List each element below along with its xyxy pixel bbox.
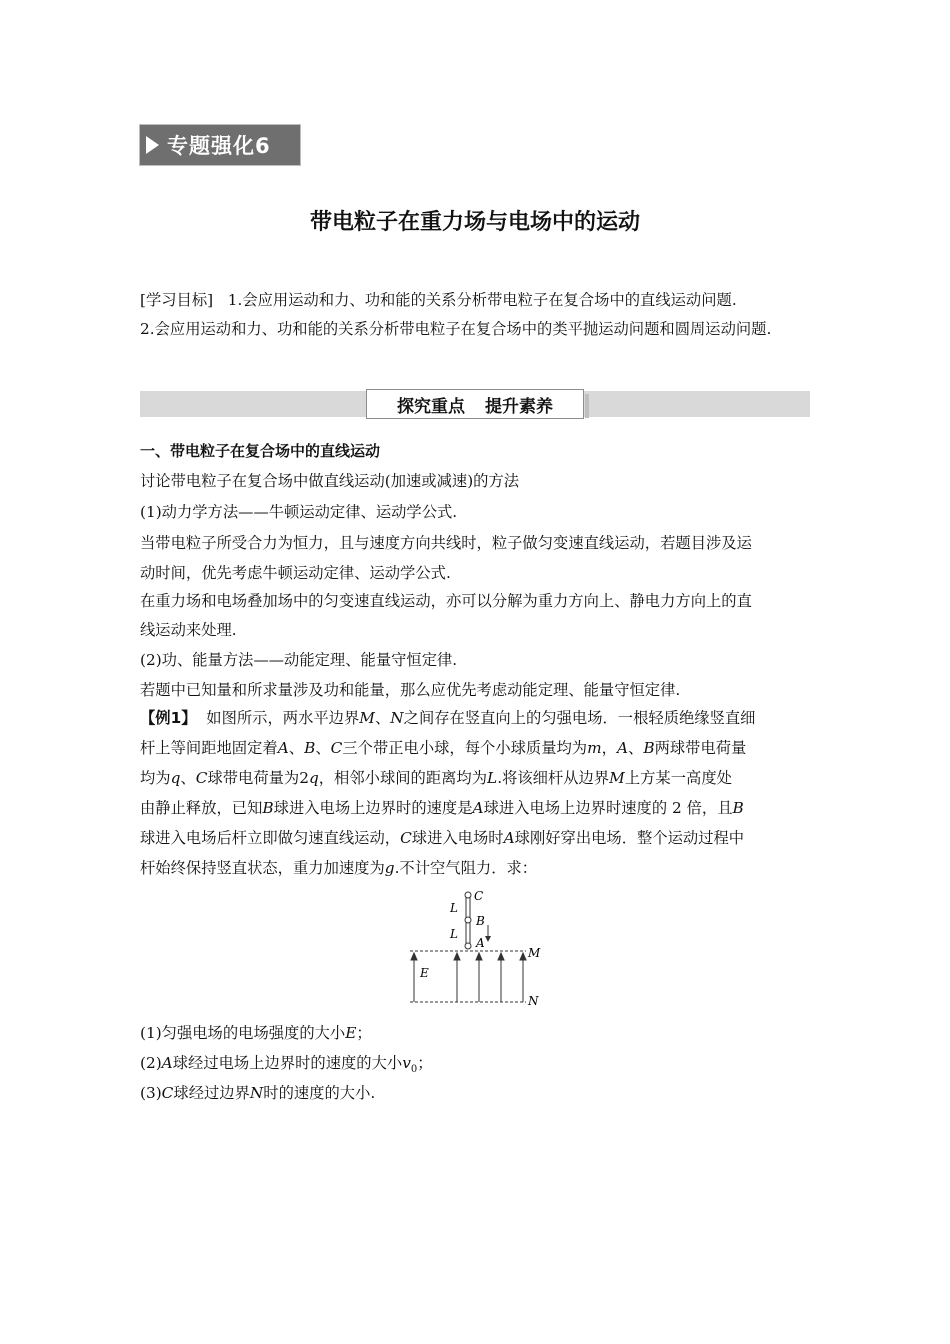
learning-objectives bbox=[140, 286, 812, 343]
label-n: N bbox=[528, 994, 539, 1008]
text-line: 若题中已知量和所求量涉及功和能量，那么应优先考虑动能定理、能量守恒定律. bbox=[140, 681, 681, 699]
velocity-arrow-head bbox=[485, 936, 491, 942]
ball-c bbox=[465, 892, 471, 898]
band-label-left: 探究重点 bbox=[397, 396, 465, 417]
text-line: 讨论带电粒子在复合场中做直线运动(加速或减速)的方法 bbox=[140, 472, 520, 490]
section-heading: 一、带电粒子在复合场中的直线运动 bbox=[140, 442, 381, 460]
example-line: 杆上等间距地固定着A、B、C三个带正电小球，每个小球质量均为m，A、B两球带电荷量 bbox=[140, 739, 747, 757]
example-label: 【例1】 bbox=[140, 709, 197, 727]
label-c: C bbox=[474, 889, 484, 903]
example-line: 杆始终保持竖直状态，重力加速度为g.不计空气阻力．求： bbox=[140, 859, 538, 877]
ball-b bbox=[465, 917, 471, 923]
example-line: 球进入电场后杆立即做匀速直线运动，C球进入电场时A球刚好穿出电场．整个运动过程中 bbox=[140, 829, 745, 847]
objective-2: 2.会应用运动和力、功和能的关系分析带电粒子在复合场中的类平抛运动问题和圆周运动问题. bbox=[140, 319, 772, 338]
text-line: (1)动力学方法——牛顿运动定律、运动学公式. bbox=[140, 503, 458, 521]
text-line: 当带电粒子所受合力为恒力，且与速度方向共线时，粒子做匀变速直线运动，若题目涉及运 bbox=[140, 534, 752, 552]
label-m: M bbox=[528, 946, 541, 960]
text-line: (2)功、能量方法——动能定理、能量守恒定律. bbox=[140, 651, 458, 669]
example-line: 【例1】 如图所示，两水平边界M、N之间存在竖直向上的匀强电场．一根轻质绝缘竖直细 bbox=[140, 709, 756, 727]
band-label-right: 提升素养 bbox=[485, 396, 553, 417]
topic-badge bbox=[139, 124, 301, 166]
page-title: 带电粒子在重力场与电场中的运动 bbox=[309, 210, 640, 235]
label-l2: L bbox=[450, 927, 458, 941]
example-line: 均为q、C球带电荷量为2q，相邻小球间的距离均为L.将该细杆从边界M上方某一高度处 bbox=[140, 769, 732, 787]
section-band-label bbox=[366, 389, 584, 419]
text-line: 动时间，优先考虑牛顿运动定律、运动学公式. bbox=[140, 564, 451, 582]
example-line: 由静止释放，已知B球进入电场上边界时的速度是A球进入电场上边界时速度的 2 倍，且B bbox=[140, 799, 744, 817]
electric-field-figure bbox=[400, 885, 560, 1010]
text-line: 线运动来处理. bbox=[140, 621, 237, 639]
text-line: 在重力场和电场叠加场中的匀变速直线运动，亦可以分解为重力方向上、静电力方向上的直 bbox=[140, 592, 752, 610]
play-triangle-icon bbox=[146, 136, 159, 154]
label-l1: L bbox=[450, 901, 458, 915]
objectives-label: [学习目标] bbox=[140, 291, 214, 309]
ball-a bbox=[465, 943, 471, 949]
question-2: (2)A球经过电场上边界时的速度的大小$v_0$； bbox=[140, 1054, 433, 1076]
topic-badge-label: 专题强化6 bbox=[167, 134, 271, 158]
label-b: B bbox=[476, 914, 485, 928]
question-3: (3)C球经过边界N时的速度的大小. bbox=[140, 1084, 376, 1102]
label-e: E bbox=[420, 966, 429, 980]
objective-1: 1.会应用运动和力、功和能的关系分析带电粒子在复合场中的直线运动问题. bbox=[227, 291, 737, 309]
label-a: A bbox=[476, 936, 485, 950]
question-1: (1)匀强电场的电场强度的大小E； bbox=[140, 1024, 372, 1042]
